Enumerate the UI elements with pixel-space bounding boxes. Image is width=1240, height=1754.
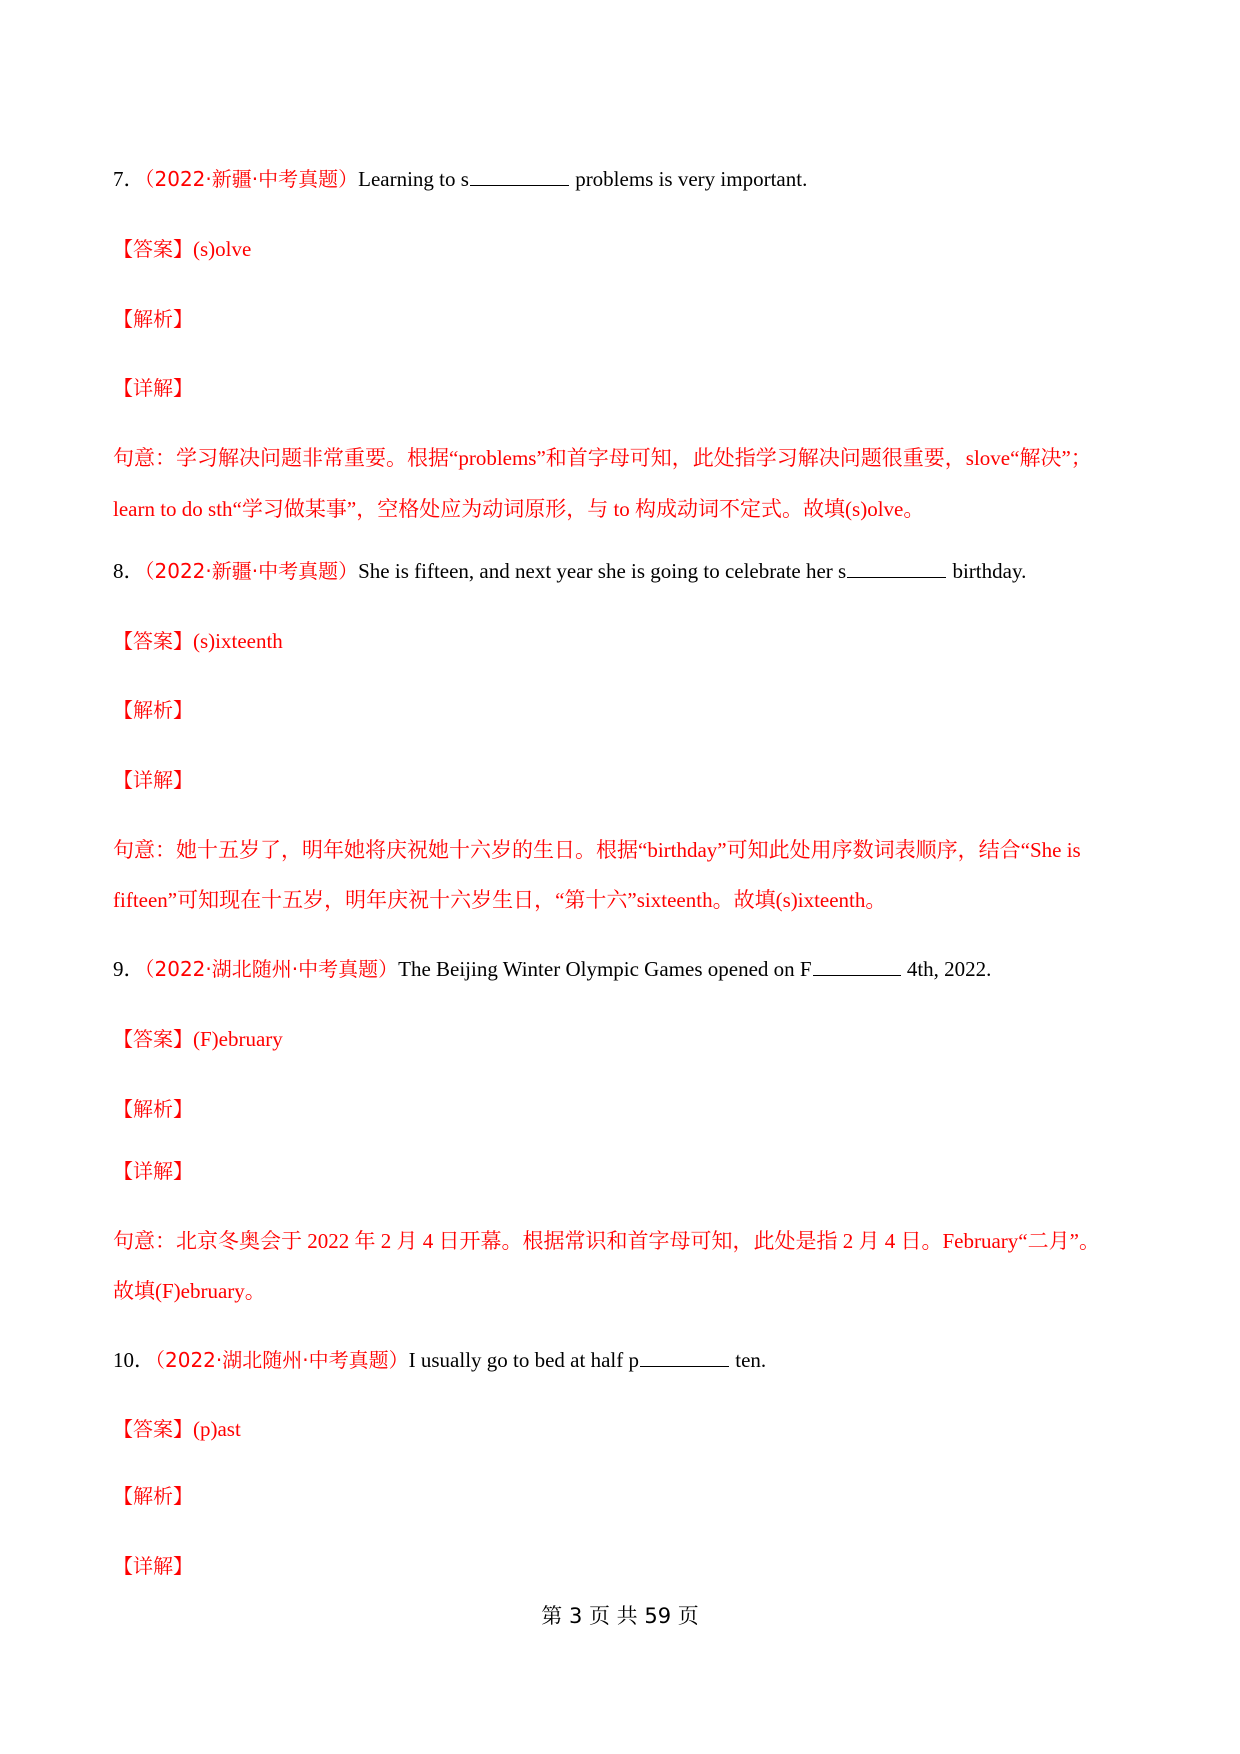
question-7-analysis-label: 【解析】 — [113, 307, 193, 331]
fill-blank — [813, 956, 901, 976]
question-text-after: birthday. — [947, 559, 1027, 583]
answer-label: 【答案】 — [113, 629, 193, 653]
answer-label: 【答案】 — [113, 1417, 193, 1441]
question-text-before: The Beijing Winter Olympic Games opened on F — [398, 957, 812, 981]
answer-value: (p)ast — [193, 1417, 241, 1441]
question-10-detail-label: 【详解】 — [113, 1554, 193, 1578]
question-source: （2022·湖北随州·中考真题） — [144, 957, 399, 981]
question-9-explanation-line-2: 故填(F)ebruary。 — [113, 1279, 266, 1303]
question-10-stem — [113, 1347, 766, 1373]
question-text-after: problems is very important. — [569, 167, 808, 191]
question-text-after: ten. — [730, 1348, 767, 1372]
question-7-answer — [113, 236, 251, 262]
answer-value: (s)ixteenth — [193, 629, 283, 653]
question-7-detail-label: 【详解】 — [113, 376, 193, 400]
answer-label: 【答案】 — [113, 1027, 193, 1051]
fill-blank — [847, 558, 946, 578]
fill-blank — [640, 1347, 729, 1367]
question-text-before: She is fifteen, and next year she is going to celebrate her s — [358, 559, 847, 583]
question-source: （2022·新疆·中考真题） — [144, 167, 359, 191]
question-8-answer — [113, 628, 283, 654]
question-8-detail-label: 【详解】 — [113, 768, 193, 792]
question-number: 10． — [113, 1348, 155, 1372]
question-text-after: 4th, 2022. — [901, 957, 992, 981]
question-source: （2022·湖北随州·中考真题） — [155, 1348, 409, 1372]
question-9-stem — [113, 956, 991, 982]
question-number: 9． — [113, 957, 145, 981]
question-9-answer — [113, 1026, 283, 1052]
page-footer: 第 3 页 共 59 页 — [541, 1604, 699, 1628]
question-8-stem — [113, 558, 1026, 584]
question-8-explanation-line-2: fifteen”可知现在十五岁，明年庆祝十六岁生日，“第十六”sixteenth。故填(s)ixteenth。 — [113, 888, 887, 912]
question-8-explanation-line-1: 句意：她十五岁了，明年她将庆祝她十六岁的生日。根据“birthday”可知此处用序数词表顺序，结合“She is — [113, 838, 1081, 862]
question-9-explanation-line-1: 句意：北京冬奥会于 2022 年 2 月 4 日开幕。根据常识和首字母可知，此处是指 2 月 4 日。February“二月”。 — [113, 1229, 1100, 1253]
question-number: 7． — [113, 167, 145, 191]
question-9-detail-label: 【详解】 — [113, 1159, 193, 1183]
question-10-analysis-label: 【解析】 — [113, 1484, 193, 1508]
question-text-before: I usually go to bed at half p — [408, 1348, 639, 1372]
question-10-answer — [113, 1416, 241, 1442]
question-number: 8． — [113, 559, 145, 583]
answer-label: 【答案】 — [113, 237, 193, 261]
answer-value: (s)olve — [193, 237, 252, 261]
question-7-explanation-line-1: 句意：学习解决问题非常重要。根据“problems”和首字母可知，此处指学习解决问题很重要，slove“解决”； — [113, 446, 1092, 470]
question-9-analysis-label: 【解析】 — [113, 1097, 193, 1121]
question-source: （2022·新疆·中考真题） — [144, 559, 359, 583]
fill-blank — [470, 166, 569, 186]
question-8-analysis-label: 【解析】 — [113, 698, 193, 722]
answer-value: (F)ebruary — [193, 1027, 283, 1051]
question-text-before: Learning to s — [358, 167, 469, 191]
question-7-explanation-line-2: learn to do sth“学习做某事”，空格处应为动词原形，与 to 构成动词不定式。故填(s)olve。 — [113, 497, 925, 521]
question-7-stem — [113, 166, 807, 192]
